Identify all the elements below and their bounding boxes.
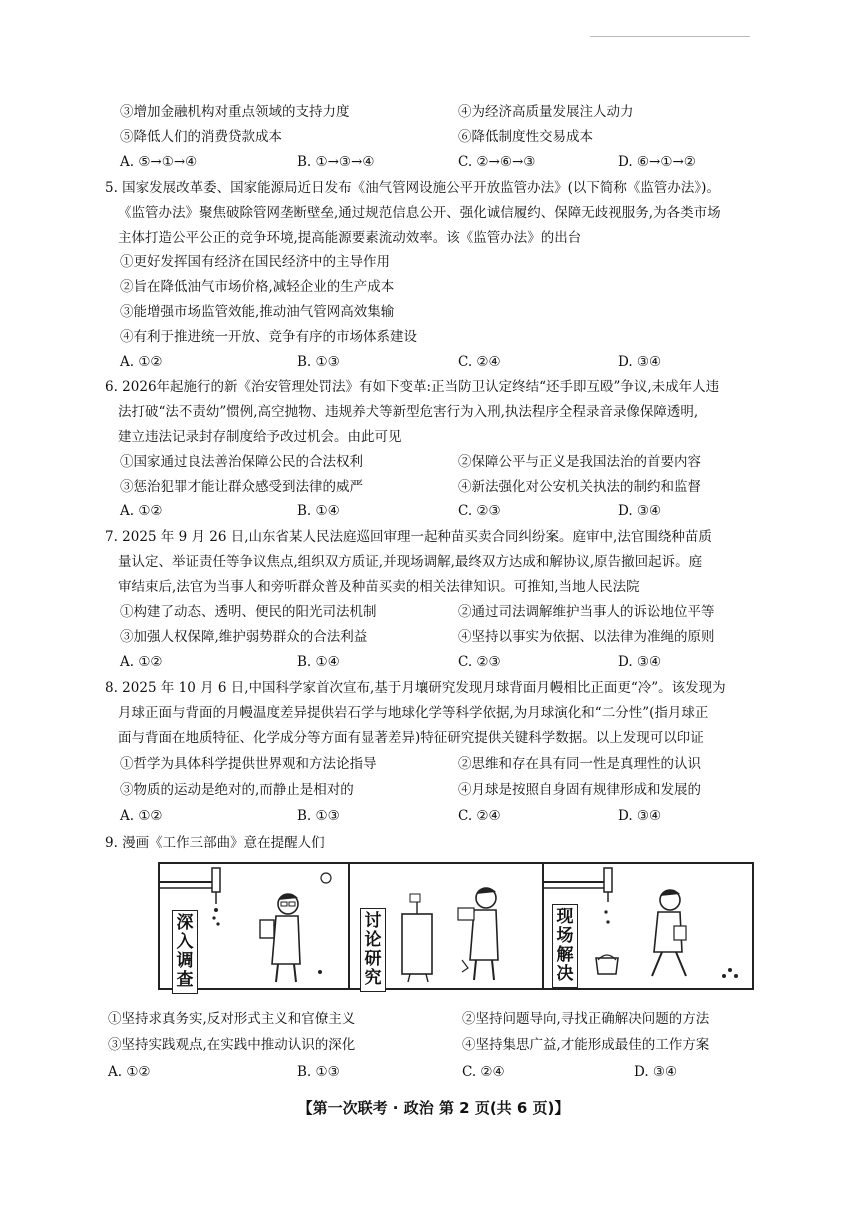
q5-option-1: ①更好发挥国有经济在国民经济中的主导作用 (120, 254, 390, 270)
comic-label-resolve: 现场解决 (552, 904, 578, 988)
q8-choice-d: D. ③④ (618, 808, 662, 824)
q9-option-1: ①坚持求真务实,反对形式主义和官僚主义 (108, 1011, 356, 1027)
q7-stem-line-1: 7. 2025 年 9 月 26 日,山东省某人民法庭巡回审理一起种苗买卖合同纠纷案。庭审中,法官围绕种苗质 (105, 529, 712, 545)
q5-option-4: ④有利于推进统一开放、竞争有序的市场体系建设 (120, 329, 417, 345)
q8-stem-line-3: 面与背面在地质特征、化学成分等方面有显著差异)特征研究提供关键科学数据。以上发现可以印证 (118, 730, 704, 746)
q6-option-3: ③惩治犯罪才能让群众感受到法律的威严 (120, 479, 363, 495)
q7-stem-line-2: 量认定、举证责任等争议焦点,组织双方质证,并现场调解,最终双方达成和解协议,原告撤回起诉。庭 (118, 554, 703, 570)
q7-option-3: ③加强人权保障,维护弱势群众的合法利益 (120, 629, 368, 645)
q9-choice-a: A. ①② (108, 1064, 151, 1080)
q8-stem-line-1: 8. 2025 年 10 月 6 日,中国科学家首次宣布,基于月壤研究发现月球背面月幔相比正面更“冷”。该发现为 (105, 680, 726, 696)
q7-option-4: ④坚持以事实为依据、以法律为准绳的原则 (458, 629, 715, 645)
q6-choice-b: B. ①④ (297, 503, 340, 519)
q5-stem-line-1: 5. 国家发展改革委、国家能源局近日发布《油气管网设施公平开放监管办法》(以下简称《监管办法》)。 (105, 180, 720, 196)
q4-option-5: ⑤降低人们的消费贷款成本 (120, 129, 282, 145)
q5-choice-b: B. ①③ (297, 354, 340, 370)
comic-panel-investigate (160, 864, 350, 988)
q6-stem-line-3: 建立违法记录封存制度给予改过机会。由此可见 (118, 429, 402, 445)
comic-panel-resolve (544, 864, 752, 988)
q4-choice-b: B. ①→③→④ (297, 154, 375, 170)
q6-choice-c: C. ②③ (458, 503, 501, 519)
comic-label-discuss: 讨论研究 (360, 908, 386, 992)
q7-choice-c: C. ②③ (458, 654, 501, 670)
q9-choice-b: B. ①③ (297, 1064, 340, 1080)
q7-stem-line-3: 审结束后,法官为当事人和旁听群众普及种苗买卖的相关法律知识。可推知,当地人民法院 (118, 579, 640, 595)
q7-choice-d: D. ③④ (618, 654, 662, 670)
scan-artifact-line (590, 36, 750, 37)
q9-stem: 9. 漫画《工作三部曲》意在提醒人们 (105, 835, 325, 851)
q6-choice-a: A. ①② (120, 503, 163, 519)
q4-choice-c: C. ②→⑥→③ (458, 154, 536, 170)
q5-stem-line-2: 《监管办法》聚焦破除管网垄断壁垒,通过规范信息公开、强化诚信履约、保障无歧视服务,为各类市场 (118, 205, 721, 221)
q8-stem-line-2: 月球正面与背面的月幔温度差异提供岩石学与地球化学等科学依据,为月球演化和“二分性”(指月球正 (118, 705, 709, 721)
q8-choice-c: C. ②④ (458, 808, 501, 824)
comic-label-investigate: 深入调查 (172, 910, 198, 994)
q7-choice-b: B. ①④ (297, 654, 340, 670)
q4-choice-d: D. ⑥→①→② (618, 154, 696, 170)
q4-option-3: ③增加金融机构对重点领域的支持力度 (120, 104, 350, 120)
q5-option-2: ②旨在降低油气市场价格,减轻企业的生产成本 (120, 279, 395, 295)
q9-option-2: ②坚持问题导向,寻找正确解决问题的方法 (462, 1011, 710, 1027)
q4-choice-a: A. ⑤→①→④ (120, 154, 198, 170)
q6-stem-line-2: 法打破“法不责幼”惯例,高空抛物、违规养犬等新型危害行为入刑,执法程序全程录音录像保障透明, (118, 404, 699, 420)
q8-choice-b: B. ①③ (297, 808, 340, 824)
q5-choice-a: A. ①② (120, 354, 163, 370)
q5-choice-c: C. ②④ (458, 354, 501, 370)
q9-choice-c: C. ②④ (462, 1064, 505, 1080)
q6-stem-line-1: 6. 2026年起施行的新《治安管理处罚法》有如下变革:正当防卫认定终结“还手即互殴”争议,未成年人违 (105, 379, 720, 395)
q8-option-4: ④月球是按照自身固有规律形成和发展的 (458, 782, 701, 798)
q7-choice-a: A. ①② (120, 654, 163, 670)
q6-option-2: ②保障公平与正义是我国法治的首要内容 (458, 454, 701, 470)
q6-choice-d: D. ③④ (618, 503, 662, 519)
q7-option-2: ②通过司法调解维护当事人的诉讼地位平等 (458, 604, 715, 620)
q4-option-4: ④为经济高质量发展注人动力 (458, 104, 634, 120)
q6-option-1: ①国家通过良法善治保障公民的合法权利 (120, 454, 363, 470)
q9-choice-d: D. ③④ (634, 1064, 678, 1080)
q8-choice-a: A. ①② (120, 808, 163, 824)
q6-option-4: ④新法强化对公安机关执法的制约和监督 (458, 479, 701, 495)
q8-option-3: ③物质的运动是绝对的,而静止是相对的 (120, 782, 354, 798)
q5-stem-line-3: 主体打造公平公正的竞争环境,提高能源要素流动效率。该《监管办法》的出台 (118, 230, 582, 246)
q4-option-6: ⑥降低制度性交易成本 (458, 129, 593, 145)
comic-panel-discuss (350, 864, 544, 988)
page-footer: 【第一次联考 · 政治 第 2 页(共 6 页)】 (297, 1099, 570, 1117)
q5-choice-d: D. ③④ (618, 354, 662, 370)
q8-option-1: ①哲学为具体科学提供世界观和方法论指导 (120, 756, 377, 772)
comic-work-trilogy (158, 862, 754, 990)
q8-option-2: ②思维和存在具有同一性是真理性的认识 (458, 756, 701, 772)
q9-option-3: ③坚持实践观点,在实践中推动认识的深化 (108, 1037, 356, 1053)
q5-option-3: ③能增强市场监管效能,推动油气管网高效集输 (120, 304, 395, 320)
q7-option-1: ①构建了动态、透明、便民的阳光司法机制 (120, 604, 377, 620)
q9-option-4: ④坚持集思广益,才能形成最佳的工作方案 (462, 1037, 710, 1053)
